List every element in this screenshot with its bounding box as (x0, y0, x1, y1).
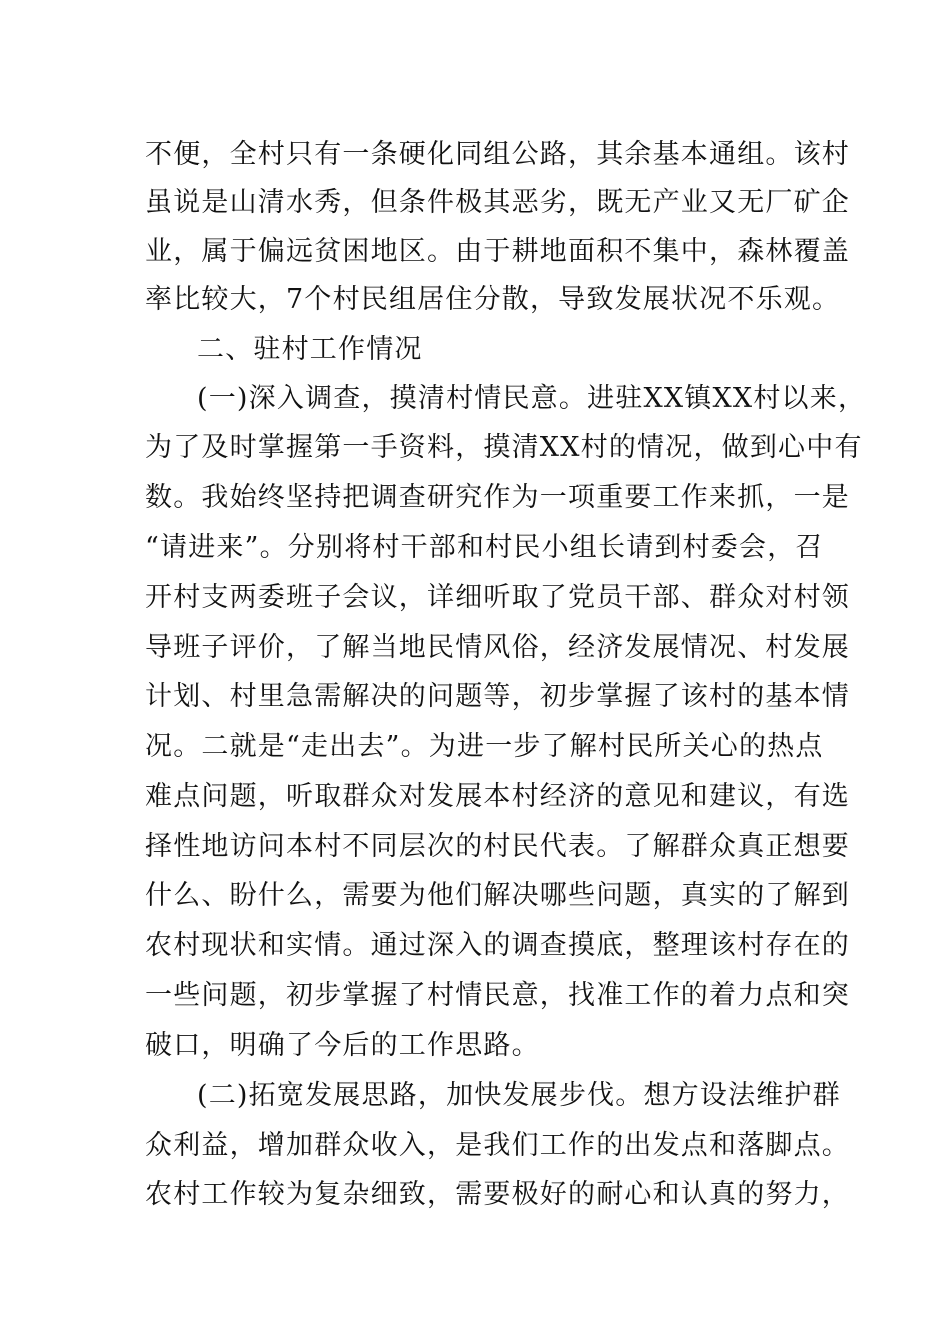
section-heading: 二、驻村工作情况 (197, 334, 423, 365)
text-line-10: 开村支两委班子会议，详细听取了党员干部、群众对村领 (145, 582, 850, 613)
text-line-14: 难点问题，听取群众对发展本村经济的意见和建议，有选 (145, 781, 850, 812)
subsection-heading-1: (一)深入调查，摸清村情民意。进驻XX镇XX村以来， (197, 383, 867, 414)
text-line-12: 计划、村里急需解决的问题等，初步掌握了该村的基本情 (145, 681, 850, 712)
text-line-8: 数。我始终坚持把调查研究作为一项重要工作来抓，一是 (145, 482, 850, 513)
subsection-heading-2: (二)拓宽发展思路，加快发展步伐。想方设法维护群 (197, 1080, 841, 1111)
text-line-21: 众利益，增加群众收入，是我们工作的出发点和落脚点。 (145, 1130, 850, 1161)
text-line-7: 为了及时掌握第一手资料，摸清XX村的情况，做到心中有 (145, 432, 863, 463)
text-line-15: 择性地访问本村不同层次的村民代表。了解群众真正想要 (145, 831, 850, 862)
text-line-13: 况。二就是“走出去”。为进一步了解村民所关心的热点 (145, 731, 824, 762)
text-line-11: 导班子评价，了解当地民情风俗，经济发展情况、村发展 (145, 632, 850, 663)
text-line-1: 不便，全村只有一条硬化同组公路，其余基本通组。该村 (145, 139, 850, 170)
text-line-19: 破口，明确了今后的工作思路。 (145, 1030, 540, 1061)
text-line-22: 农村工作较为复杂细致，需要极好的耐心和认真的努力， (145, 1179, 850, 1210)
text-line-16: 什么、盼什么，需要为他们解决哪些问题，真实的了解到 (145, 880, 850, 911)
text-line-18: 一些问题，初步掌握了村情民意，找准工作的着力点和突 (145, 980, 850, 1011)
text-line-2: 虽说是山清水秀，但条件极其恶劣，既无产业又无厂矿企 (145, 187, 850, 218)
text-line-9: “请进来”。分别将村干部和村民小组长请到村委会，召 (145, 532, 824, 563)
text-line-4: 率比较大，7个村民组居住分散，导致发展状况不乐观。 (145, 284, 841, 315)
text-line-3: 业，属于偏远贫困地区。由于耕地面积不集中，森林覆盖 (145, 236, 850, 267)
text-line-17: 农村现状和实情。通过深入的调查摸底，整理该村存在的 (145, 930, 850, 961)
